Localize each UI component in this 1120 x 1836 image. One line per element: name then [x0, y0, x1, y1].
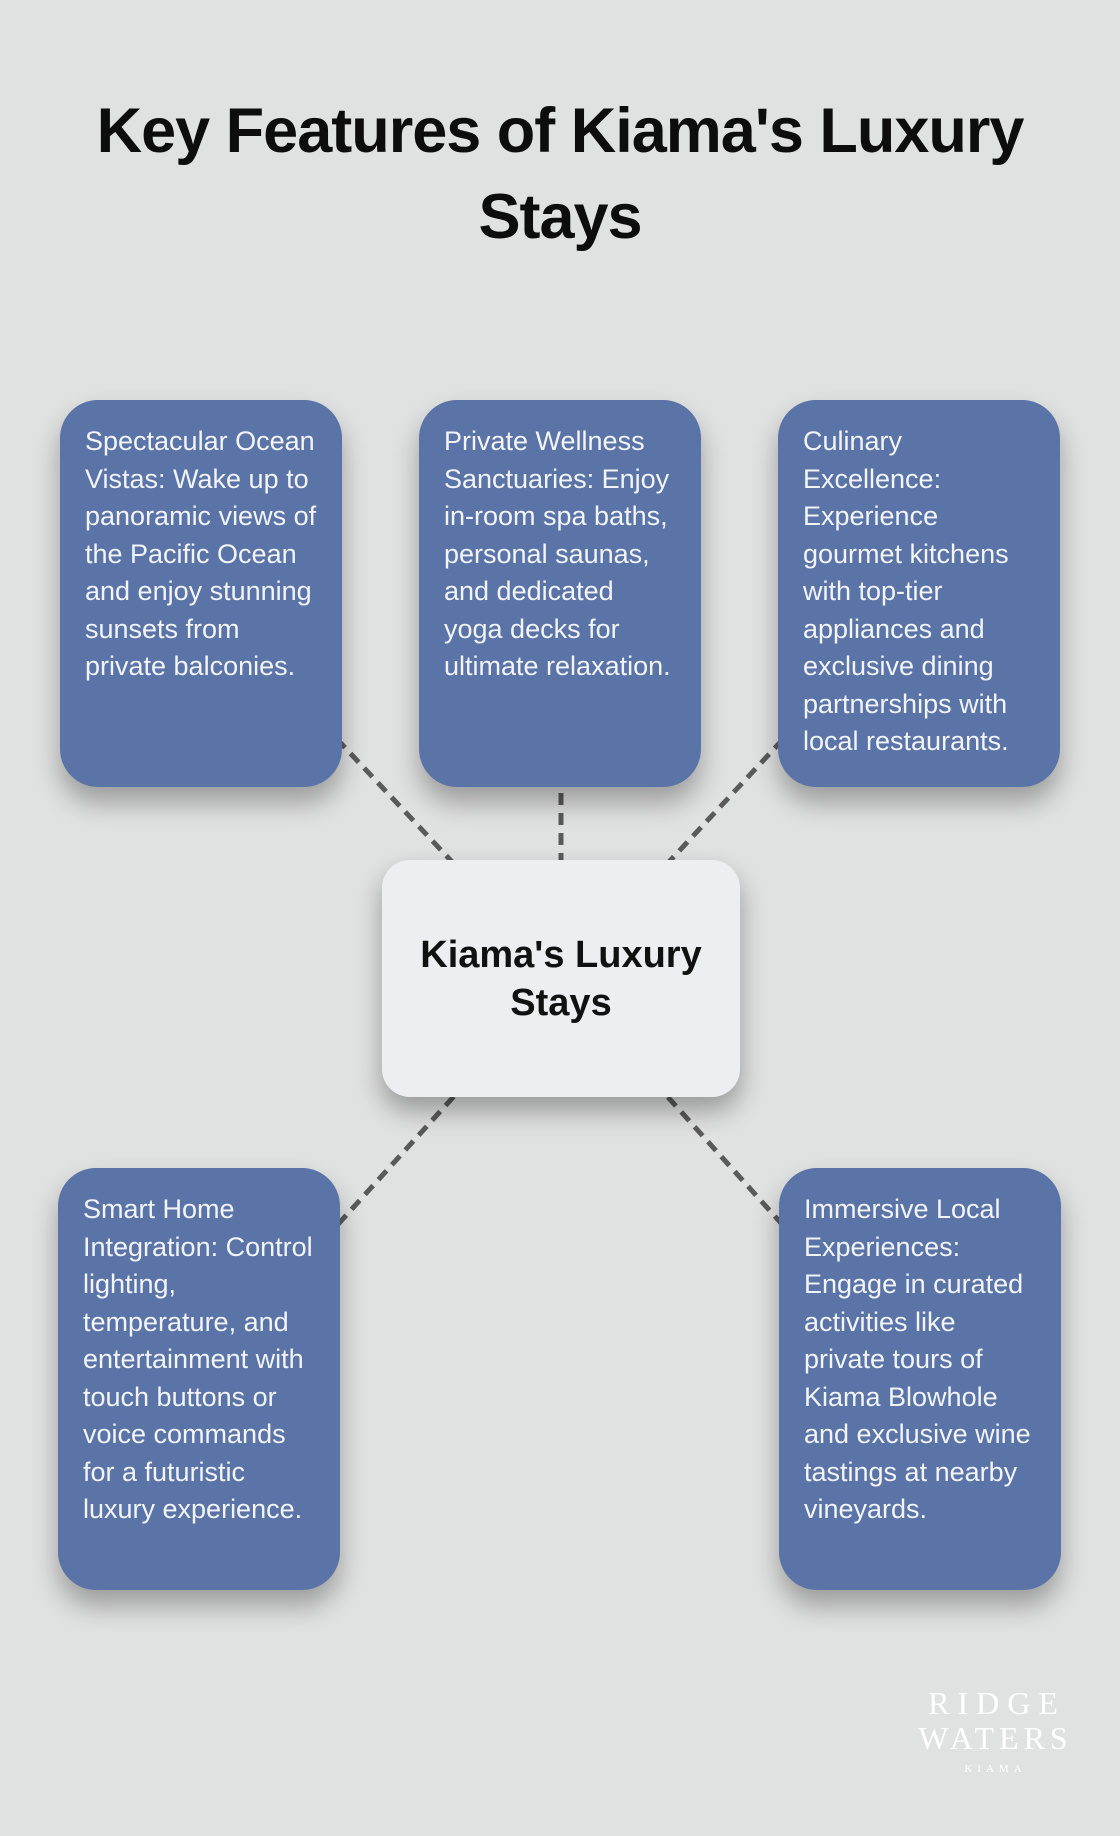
feature-text-local-experiences: Immersive Local Experiences: Engage in curated activities like private tours of Kiama Blowhole and exclusive wine tastings at nearby vineyards. — [804, 1194, 1031, 1524]
feature-box-wellness — [419, 400, 701, 787]
logo-line-ridge: RIDGE — [928, 1685, 1066, 1721]
logo-line-waters: WATERS — [918, 1720, 1073, 1756]
page-title: Key Features of Kiama's Luxury Stays — [96, 96, 1024, 252]
logo-line-kiama: KIAMA — [964, 1763, 1027, 1775]
feature-text-culinary: Culinary Excellence: Experience gourmet kitchens with top-tier appliances and exclusive dining partnerships with local restaurants. — [803, 426, 1009, 756]
feature-text-smart-home: Smart Home Integration: Control lighting, temperature, and entertainment with touch buttons or voice commands for a futuristic luxury experience. — [83, 1194, 313, 1524]
feature-text-wellness: Private Wellness Sanctuaries: Enjoy in-room spa baths, personal saunas, and dedicated yoga decks for ultimate relaxation. — [444, 426, 671, 681]
feature-box-local-experiences — [779, 1168, 1061, 1590]
feature-box-culinary — [778, 400, 1060, 787]
feature-box-smart-home — [58, 1168, 340, 1590]
feature-box-ocean-vistas — [60, 400, 342, 787]
ridge-waters-logo — [863, 1686, 1120, 1776]
center-node-label: Kiama's Luxury Stays — [420, 933, 702, 1024]
feature-text-ocean-vistas: Spectacular Ocean Vistas: Wake up to panoramic views of the Pacific Ocean and enjoy stunning sunsets from private balconies. — [85, 426, 317, 681]
center-node — [382, 860, 740, 1097]
